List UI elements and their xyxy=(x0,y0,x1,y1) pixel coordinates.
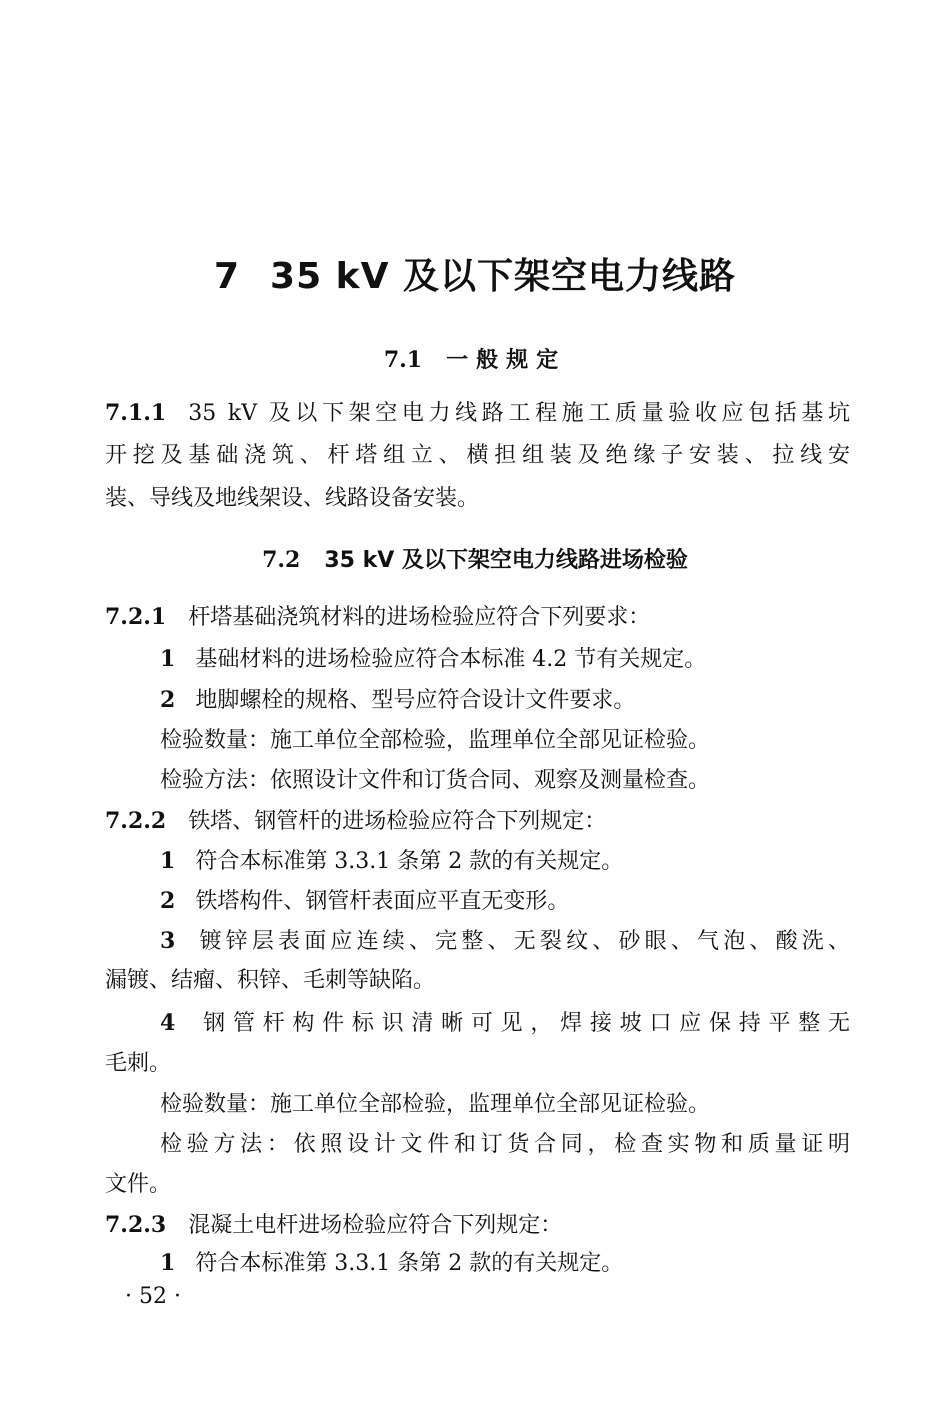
inspection-quantity: 检验数量：施工单位全部检验，监理单位全部见证检验。 xyxy=(160,1092,711,1117)
clause-7-1-1-line-1 xyxy=(105,398,850,429)
chapter-title-text: 35 kV 及以下架空电力线路 xyxy=(270,256,737,297)
list-item-continuation: 漏镀、结瘤、积锌、毛刺等缺陷。 xyxy=(105,968,436,993)
clause-7-1-1-line-2: 开挖及基础浇筑、杆塔组立、横担组装及绝缘子安装、拉线安 xyxy=(105,443,850,468)
list-item xyxy=(160,1008,850,1039)
section-title-7-1 xyxy=(0,343,950,374)
item-number: 2 xyxy=(160,888,176,914)
item-number: 2 xyxy=(160,687,176,713)
chapter-title xyxy=(0,248,950,299)
inspection-method-continuation: 文件。 xyxy=(105,1172,172,1197)
item-text: 基础材料的进场检验应符合本标准 4.2 节有关规定。 xyxy=(195,647,707,672)
list-item xyxy=(160,685,635,716)
inspection-method: 检验方法：依照设计文件和订货合同、观察及测量检查。 xyxy=(160,768,711,793)
item-number: 1 xyxy=(160,1250,176,1276)
clause-text: 杆塔基础浇筑材料的进场检验应符合下列要求： xyxy=(188,605,651,630)
list-item-continuation: 毛刺。 xyxy=(105,1051,172,1076)
clause-number: 7.1.1 xyxy=(105,400,167,426)
clause-text: 铁塔、钢管杆的进场检验应符合下列规定： xyxy=(188,809,607,834)
clause-7-2-2 xyxy=(105,806,606,837)
section-number: 7.1 xyxy=(383,347,423,373)
item-text: 地脚螺栓的规格、型号应符合设计文件要求。 xyxy=(195,688,636,713)
clause-7-1-1-line-3: 装、导线及地线架设、线路设备安装。 xyxy=(105,486,480,511)
section-title-text: 一般规定 xyxy=(446,348,567,373)
section-number: 7.2 xyxy=(262,547,301,573)
item-number: 4 xyxy=(160,1010,176,1036)
clause-number: 7.2.3 xyxy=(105,1212,167,1238)
item-number: 1 xyxy=(160,646,176,672)
item-text: 钢管杆构件标识清晰可见，焊接坡口应保持平整无 xyxy=(195,1011,850,1036)
section-title-text: 35 kV 及以下架空电力线路进场检验 xyxy=(324,548,688,573)
item-text: 铁塔构件、钢管杆表面应平直无变形。 xyxy=(195,889,570,914)
page-number: · 52 · xyxy=(125,1284,181,1309)
chapter-number: 7 xyxy=(213,256,241,297)
item-number: 1 xyxy=(160,848,176,874)
clause-7-2-1 xyxy=(105,602,650,633)
item-text: 镀锌层表面应连续、完整、无裂纹、砂眼、气泡、酸洗、 xyxy=(195,929,850,954)
clause-number: 7.2.1 xyxy=(105,604,167,630)
section-title-7-2 xyxy=(0,543,950,574)
clause-7-2-3 xyxy=(105,1210,562,1241)
list-item xyxy=(160,644,706,675)
item-text: 符合本标准第 3.3.1 条第 2 款的有关规定。 xyxy=(195,849,624,874)
clause-text: 35 kV 及以下架空电力线路工程施工质量验收应包括基坑 xyxy=(188,401,850,426)
item-text: 符合本标准第 3.3.1 条第 2 款的有关规定。 xyxy=(195,1251,624,1276)
inspection-quantity: 检验数量：施工单位全部检验，监理单位全部见证检验。 xyxy=(160,728,711,753)
list-item xyxy=(160,926,850,957)
list-item xyxy=(160,886,569,917)
list-item xyxy=(160,1248,623,1279)
inspection-method: 检验方法：依照设计文件和订货合同，检查实物和质量证明 xyxy=(160,1132,850,1157)
clause-number: 7.2.2 xyxy=(105,808,167,834)
list-item xyxy=(160,846,623,877)
item-number: 3 xyxy=(160,928,176,954)
clause-text: 混凝土电杆进场检验应符合下列规定： xyxy=(188,1213,563,1238)
